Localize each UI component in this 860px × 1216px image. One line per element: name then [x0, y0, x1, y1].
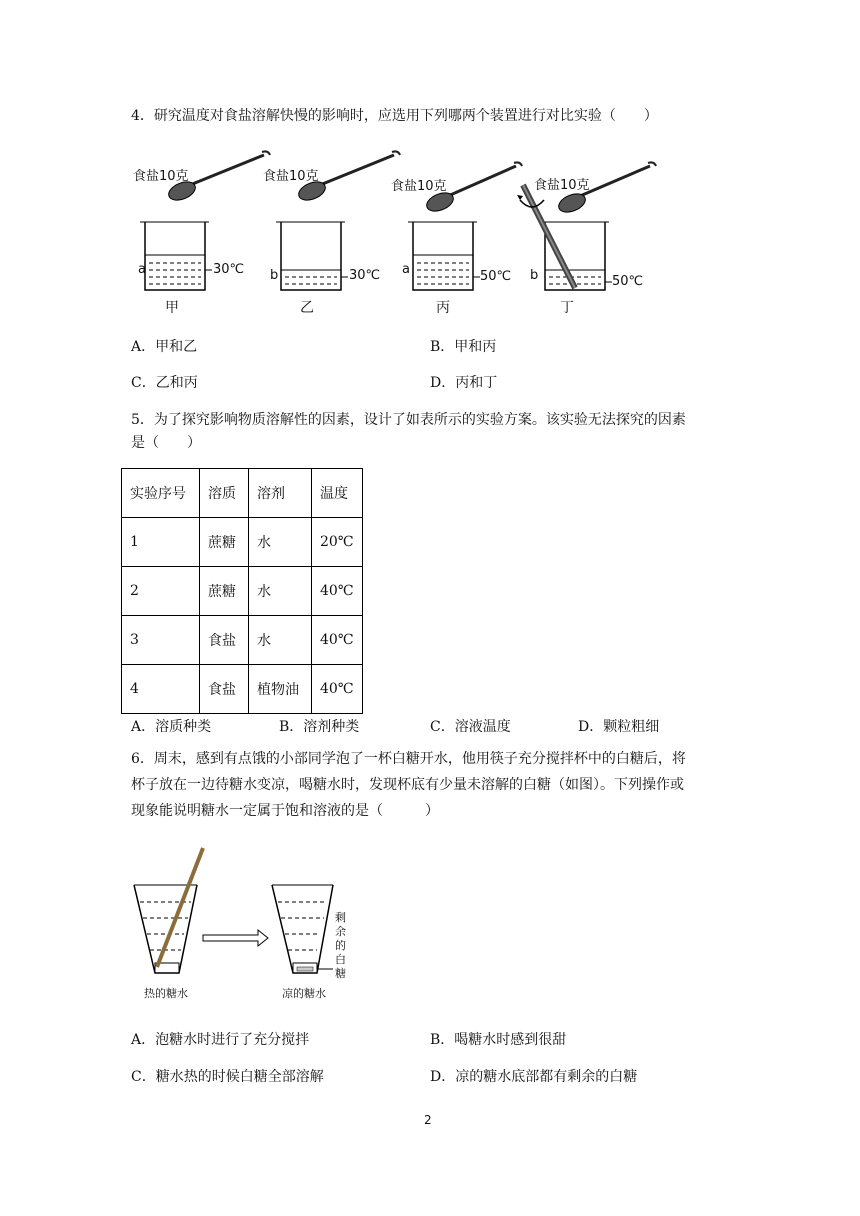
temp-label: 50℃: [612, 274, 644, 289]
q4-option-c[interactable]: C．乙和丙: [131, 375, 198, 391]
q6-stem-line2: 杯子放在一边待糖水变凉，喝糖水时，发现杯底有少量未溶解的白糖（如图）。下列操作或: [131, 777, 684, 793]
level-label: b: [270, 268, 279, 283]
salt-label-jia: 食盐10克: [133, 169, 189, 184]
table-cell: 水: [249, 518, 312, 567]
table-header: 溶质: [200, 469, 249, 518]
remaining-char: 白: [335, 953, 346, 966]
table-cell: 蔗糖: [200, 518, 249, 567]
temp-label: 50℃: [480, 269, 512, 284]
table-cell: 2: [122, 567, 200, 616]
q5-option-d[interactable]: D．颗粒粗细: [578, 719, 660, 735]
temp-label: 30℃: [213, 262, 245, 277]
table-cell: 40℃: [312, 567, 363, 616]
table-cell: 蔗糖: [200, 567, 249, 616]
table-header: 温度: [312, 469, 363, 518]
temp-label: 30℃: [349, 268, 381, 283]
table-cell: 40℃: [312, 616, 363, 665]
level-label: b: [530, 268, 539, 283]
q6-option-c[interactable]: C．糖水热的时候白糖全部溶解: [131, 1069, 324, 1085]
table-header: 实验序号: [122, 469, 200, 518]
q4-option-a[interactable]: A．甲和乙: [131, 339, 198, 355]
level-label: a: [138, 262, 146, 277]
q6-option-a[interactable]: A．泡糖水时进行了充分搅拌: [131, 1032, 310, 1048]
hot-syrup-label: 热的糖水: [144, 987, 188, 1000]
q6-option-b[interactable]: B．喝糖水时感到很甜: [430, 1032, 567, 1048]
table-header: 溶剂: [249, 469, 312, 518]
table-cell: 3: [122, 616, 200, 665]
q5-stem-line1: 5．为了探究影响物质溶解性的因素，设计了如表所示的实验方案。该实验无法探究的因素: [131, 412, 686, 428]
remaining-sugar-label: [335, 911, 347, 981]
beaker-name: 甲: [165, 300, 179, 316]
remaining-char: 糖: [335, 967, 346, 980]
cold-syrup-label: 凉的糖水: [282, 987, 326, 1000]
beaker-name: 乙: [300, 300, 314, 316]
q5-option-c[interactable]: C．溶液温度: [430, 719, 511, 735]
salt-label-ding: 食盐10克: [534, 178, 590, 193]
q6-stem-line1: 6．周末，感到有点饿的小部同学泡了一杯白糖开水，他用筷子充分搅拌杯中的白糖后，将: [131, 751, 686, 767]
chopstick-icon: [157, 848, 203, 967]
table-cell: 食盐: [200, 665, 249, 714]
hot-cup: [134, 885, 197, 973]
salt-label-yi: 食盐10克: [263, 169, 319, 184]
level-label: a: [402, 262, 410, 277]
table-cell: 20℃: [312, 518, 363, 567]
table-cell: 水: [249, 567, 312, 616]
q6-stem-line3: 现象能说明糖水一定属于饱和溶液的是（ ）: [131, 803, 439, 819]
q5-option-a[interactable]: A．溶质种类: [131, 719, 212, 735]
q4-stem: 4．研究温度对食盐溶解快慢的影响时，应选用下列哪两个装置进行对比实验（ ）: [131, 108, 658, 124]
table-cell: 植物油: [249, 665, 312, 714]
remaining-char: 余: [335, 925, 346, 938]
arrow-right-icon: [203, 930, 268, 946]
remaining-char: 的: [335, 939, 346, 952]
q5-stem-line2: 是（ ）: [131, 435, 201, 451]
table-cell: 水: [249, 616, 312, 665]
table-cell: 食盐: [200, 616, 249, 665]
beaker-name: 丁: [560, 300, 574, 316]
table-cell: 4: [122, 665, 200, 714]
table-cell: 40℃: [312, 665, 363, 714]
q4-option-b[interactable]: B．甲和丙: [430, 339, 497, 355]
q4-option-d[interactable]: D．丙和丁: [430, 375, 498, 391]
salt-label-bing: 食盐10克: [391, 179, 447, 194]
page-number: 2: [424, 1113, 432, 1127]
table-cell: 1: [122, 518, 200, 567]
cold-cup: [272, 885, 333, 973]
q5-option-b[interactable]: B．溶剂种类: [279, 719, 360, 735]
remaining-char: 剩: [335, 911, 346, 924]
beaker-name: 丙: [436, 300, 450, 316]
q6-option-d[interactable]: D．凉的糖水底部都有剩余的白糖: [430, 1069, 638, 1085]
